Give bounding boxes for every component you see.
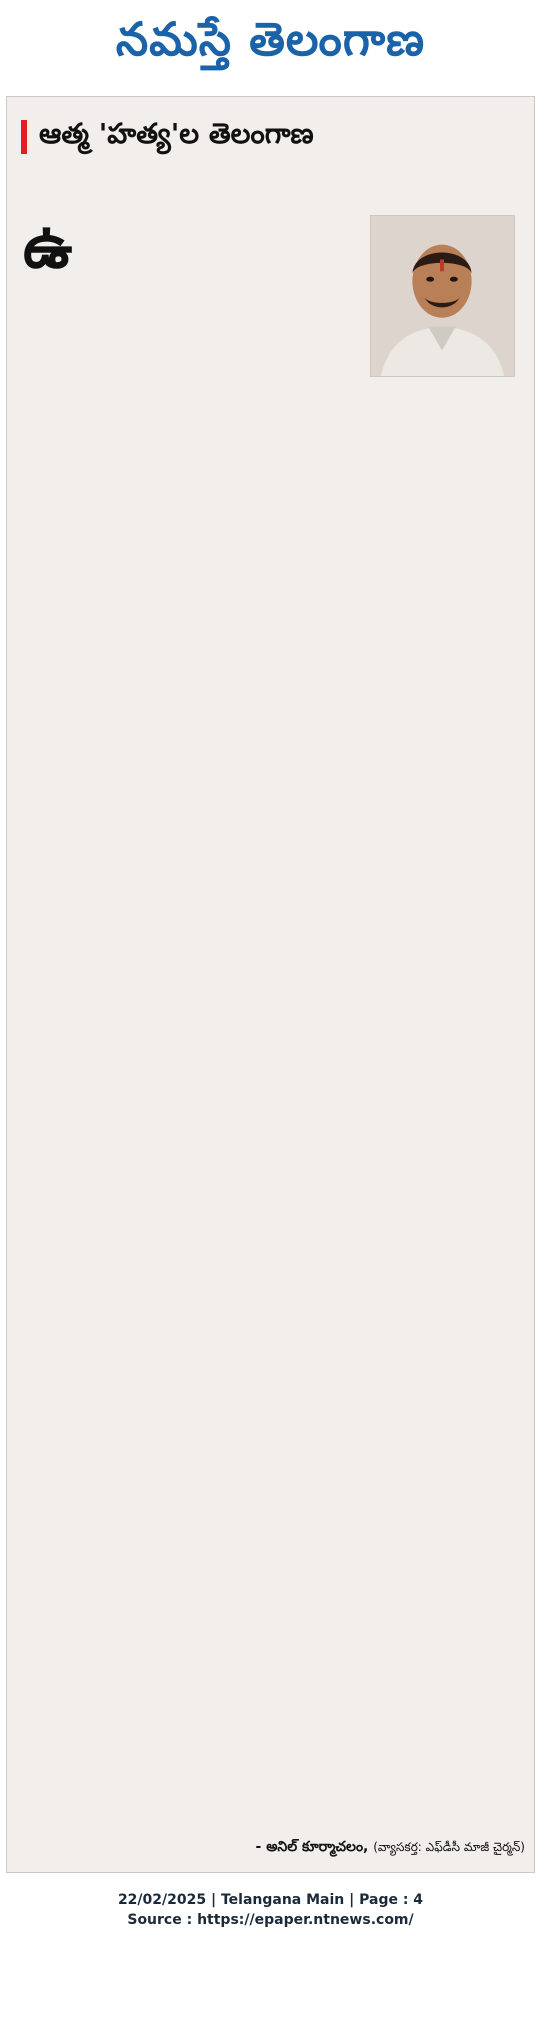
article-clipping [6,96,535,1873]
article-body [23,395,520,563]
byline-name: - అనిల్ కూర్మాచలం, [255,1839,369,1855]
person-portrait-icon [371,216,514,376]
footer-date-page: 22/02/2025 | Telangana Main | Page : 4 [117,1892,424,1908]
article-paragraph [23,437,520,457]
article-paragraph [23,479,520,499]
headline [21,117,314,157]
lead-block [23,209,359,385]
byline [117,1839,525,1858]
headline-text: ఆత్మ 'హత్య'ల తెలంగాణ [39,117,314,150]
headline-accent-bar [21,120,27,154]
byline-role: (వ్యాసకర్త: ఎఫ్‌డీసీ మాజీ చైర్మన్) [373,1840,525,1854]
article-paragraph [23,521,520,541]
masthead-title: నమస్తే తెలంగాణ [115,12,426,66]
masthead [0,0,541,78]
footer-source: Source : https://epaper.ntnews.com/ [127,1912,414,1928]
drop-cap: ఉ [23,209,73,282]
article-paragraph [23,395,520,415]
page-footer [0,1890,541,1930]
author-photo [370,215,515,377]
